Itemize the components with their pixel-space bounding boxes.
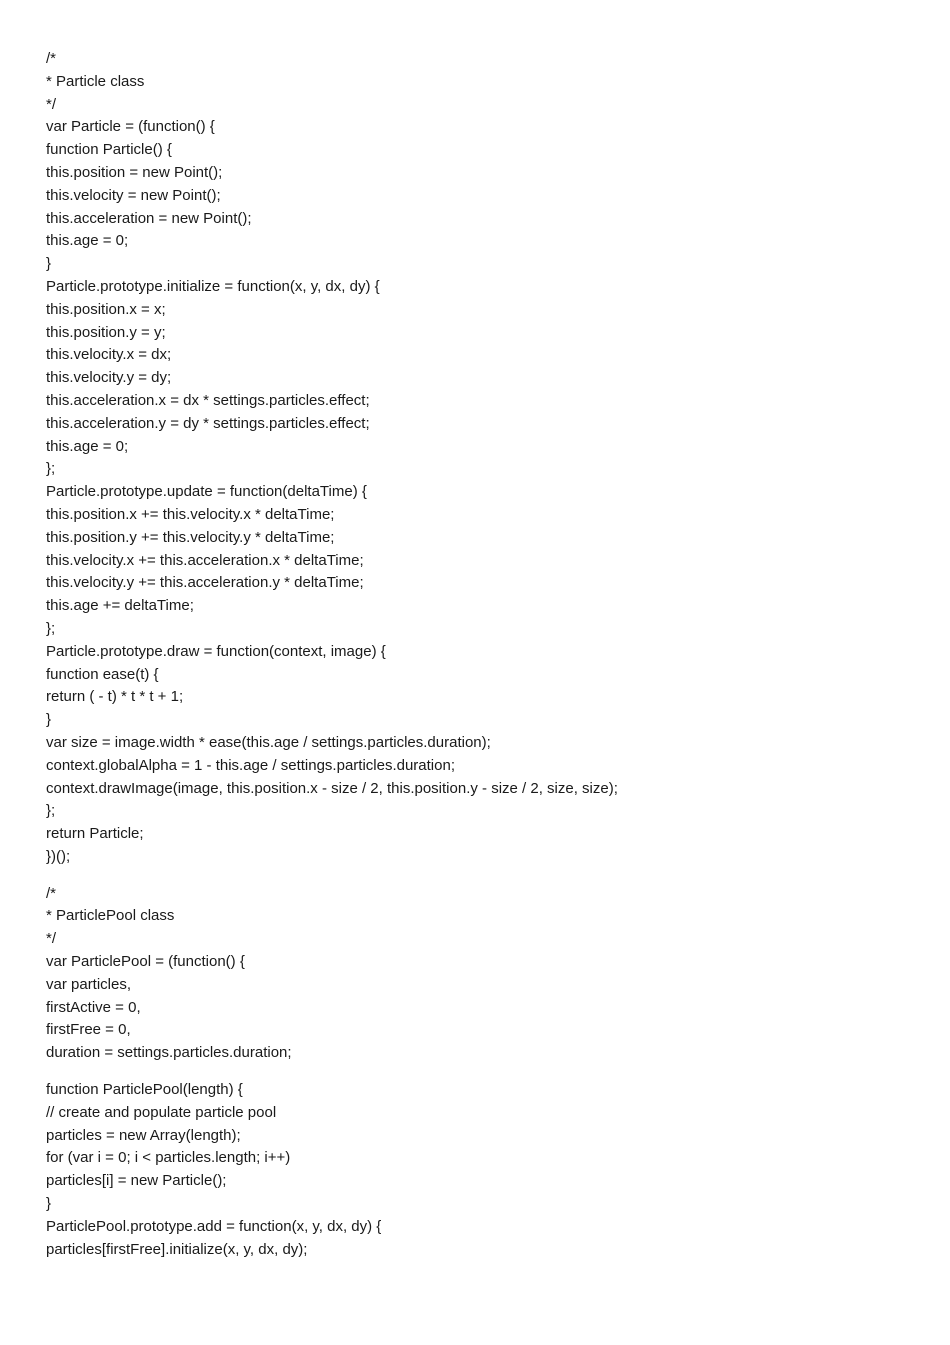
code-line: this.position = new Point();: [46, 163, 223, 181]
code-line: // create and populate particle pool: [46, 1103, 277, 1121]
code-line: function ParticlePool(length) {: [46, 1081, 243, 1099]
code-line: }: [46, 711, 52, 729]
code-line: /*: [46, 50, 57, 67]
code-line: this.age = 0;: [46, 232, 129, 250]
code-line: })();: [46, 847, 71, 865]
code-line: particles = new Array(length);: [46, 1126, 241, 1144]
code-line: function Particle() {: [46, 141, 172, 159]
code-line: function ease(t) {: [46, 665, 159, 683]
code-line: context.drawImage(image, this.position.x - size / 2, this.position.y - size / 2, size, size);: [46, 779, 618, 797]
code-line: return Particle;: [46, 825, 144, 843]
code-line: this.position.y = y;: [46, 323, 166, 341]
code-line: this.position.x += this.velocity.x * deltaTime;: [46, 505, 335, 523]
code-line: this.age += deltaTime;: [46, 597, 194, 615]
code-line: Particle.prototype.update = function(deltaTime) {: [46, 483, 367, 501]
code-line: * ParticlePool class: [46, 907, 175, 925]
code-line: }: [46, 1195, 52, 1213]
code-line: this.velocity = new Point();: [46, 186, 221, 204]
code-line: context.globalAlpha = 1 - this.age / settings.particles.duration;: [46, 756, 455, 774]
code-line: var ParticlePool = (function() {: [46, 953, 245, 971]
code-line: * Particle class: [46, 72, 145, 90]
code-block-particle-class: [46, 48, 926, 869]
code-line: this.acceleration = new Point();: [46, 209, 252, 227]
code-line: };: [46, 802, 56, 820]
code-block-particle-pool-header: [46, 883, 926, 1065]
code-line: this.age = 0;: [46, 437, 129, 455]
code-line: this.velocity.x = dx;: [46, 346, 172, 364]
code-line: particles[i] = new Particle();: [46, 1172, 227, 1190]
code-line: duration = settings.particles.duration;: [46, 1044, 292, 1062]
code-line: };: [46, 619, 56, 637]
code-line: for (var i = 0; i < particles.length; i++): [46, 1149, 291, 1167]
code-line: };: [46, 460, 56, 478]
code-line: Particle.prototype.draw = function(context, image) {: [46, 642, 386, 660]
code-line: */: [46, 95, 57, 113]
code-line: this.acceleration.y = dy * settings.particles.effect;: [46, 414, 370, 432]
code-line: this.velocity.y += this.acceleration.y * deltaTime;: [46, 574, 364, 592]
code-line: firstFree = 0,: [46, 1021, 131, 1039]
code-line: this.velocity.x += this.acceleration.x * deltaTime;: [46, 551, 364, 569]
code-line: /*: [46, 884, 57, 902]
code-line: particles[firstFree].initialize(x, y, dx, dy);: [46, 1240, 308, 1258]
document-page: [46, 48, 926, 1261]
code-line: this.acceleration.x = dx * settings.particles.effect;: [46, 391, 370, 409]
code-line: var size = image.width * ease(this.age / settings.particles.duration);: [46, 733, 491, 751]
code-line: }: [46, 255, 52, 273]
code-line: return ( - t) * t * t + 1;: [46, 688, 184, 706]
code-line: var Particle = (function() {: [46, 118, 215, 136]
code-line: firstActive = 0,: [46, 998, 141, 1016]
code-block-particle-pool-body: [46, 1079, 926, 1261]
code-line: this.velocity.y = dy;: [46, 369, 172, 387]
code-line: var particles,: [46, 975, 132, 993]
code-line: Particle.prototype.initialize = function(x, y, dx, dy) {: [46, 277, 380, 295]
code-line: */: [46, 930, 57, 948]
code-line: ParticlePool.prototype.add = function(x, y, dx, dy) {: [46, 1217, 382, 1235]
code-line: this.position.x = x;: [46, 300, 166, 318]
code-line: this.position.y += this.velocity.y * deltaTime;: [46, 528, 335, 546]
